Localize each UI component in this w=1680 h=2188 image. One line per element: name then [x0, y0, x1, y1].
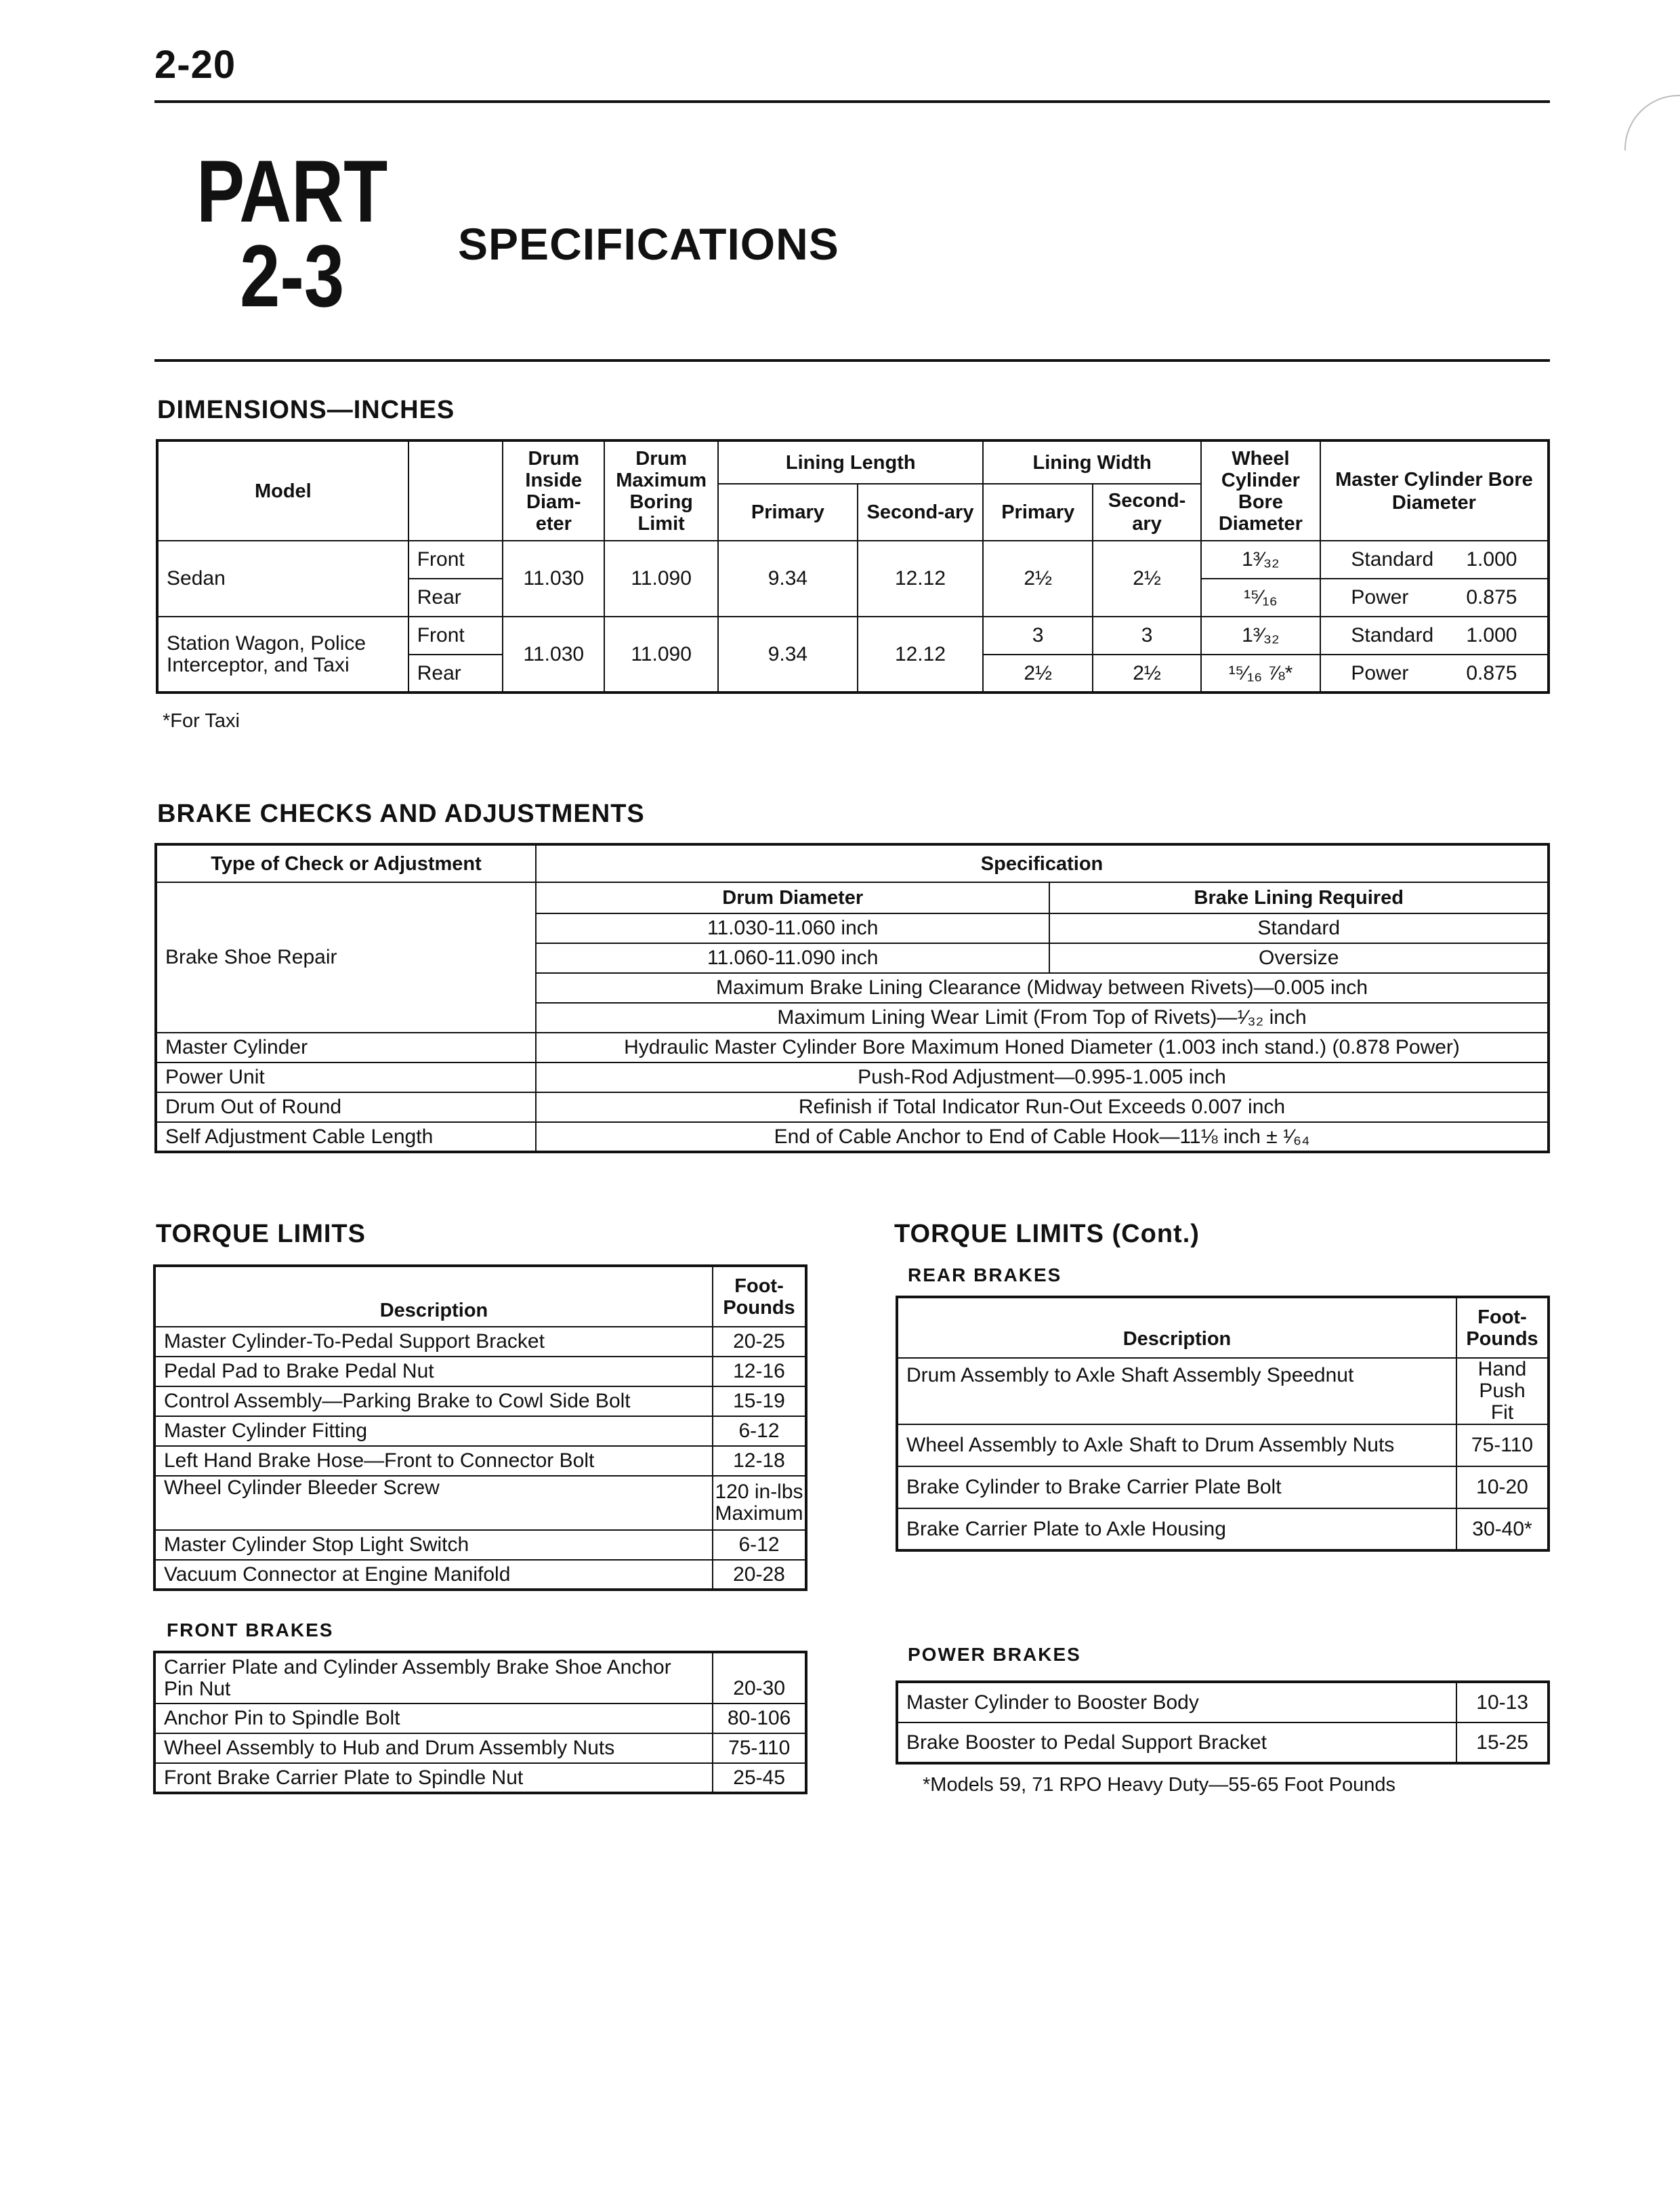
power-brake-item: Brake Booster to Pedal Support Bracket: [897, 1722, 1456, 1763]
header-description: Description: [897, 1297, 1456, 1358]
torque-item: Master Cylinder-To-Pedal Support Bracket: [154, 1327, 713, 1357]
brake-shoe-repair-label: Brake Shoe Repair: [156, 882, 536, 1033]
lw-secondary-rear: 2½: [1093, 655, 1201, 693]
lw-primary-front: 3: [983, 617, 1093, 655]
lw-secondary-front: 3: [1093, 617, 1201, 655]
lw-primary-rear: 2½: [983, 655, 1093, 693]
part-label: [196, 142, 388, 325]
rear-brake-item: Brake Carrier Plate to Axle Housing: [897, 1508, 1456, 1550]
front-brake-value: 80-106: [713, 1704, 806, 1733]
power-brakes-footnote: *Models 59, 71 RPO Heavy Duty—55-65 Foot Pounds: [923, 1774, 1395, 1796]
torque-item: Pedal Pad to Brake Pedal Nut: [154, 1357, 713, 1386]
check-type: Power Unit: [156, 1062, 536, 1092]
ll-primary-value: 9.34: [718, 541, 858, 617]
mc-label: Standard: [1351, 548, 1434, 571]
ll-secondary-value: 12.12: [858, 541, 984, 617]
header-position: [408, 440, 503, 541]
front-brake-item: Anchor Pin to Spindle Bolt: [154, 1704, 713, 1733]
rear-brake-value: 75-110: [1456, 1424, 1549, 1466]
check-type: Self Adjustment Cable Length: [156, 1122, 536, 1152]
header-lining-length: Lining Length: [718, 440, 983, 484]
torque-value: 120 in-lbs Maximum: [713, 1476, 806, 1530]
dimensions-table: [156, 439, 1550, 694]
section-rule: [154, 359, 1550, 362]
page-number: 2-20: [154, 43, 236, 87]
page-title: SPECIFICATIONS: [458, 219, 839, 269]
dimensions-heading: DIMENSIONS—INCHES: [157, 396, 455, 424]
lining-wear-limit: Maximum Lining Wear Limit (From Top of Rivets)—¹⁄₃₂ inch: [536, 1003, 1549, 1033]
torque-heading: TORQUE LIMITS: [156, 1220, 366, 1248]
master-cyl-standard: [1320, 541, 1549, 579]
torque-item: Vacuum Connector at Engine Manifold: [154, 1560, 713, 1590]
check-spec: Push-Rod Adjustment—0.995-1.005 inch: [536, 1062, 1549, 1092]
torque-value: 20-25: [713, 1327, 806, 1357]
lining-oversize: Oversize: [1049, 943, 1549, 973]
header-wheel-cylinder: Wheel Cylinder Bore Diameter: [1201, 440, 1320, 541]
mc-label: Power: [1351, 661, 1409, 684]
drum-inside-value: 11.030: [503, 617, 604, 693]
power-brake-value: 15-25: [1456, 1722, 1549, 1763]
lw-secondary-value: 2½: [1093, 541, 1201, 617]
header-lw-primary: Primary: [983, 484, 1093, 541]
mc-value: 1.000: [1466, 624, 1517, 646]
drum-max-value: 11.090: [604, 617, 718, 693]
position-front: Front: [408, 617, 503, 655]
wheel-cyl-rear: ¹⁵⁄₁₆ ⅞*: [1201, 655, 1320, 693]
top-rule: [154, 100, 1550, 103]
check-spec: End of Cable Anchor to End of Cable Hook—11⅛ inch ± ¹⁄₆₄: [536, 1122, 1549, 1152]
mc-value: 0.875: [1466, 586, 1517, 608]
power-brake-value: 10-13: [1456, 1682, 1549, 1722]
check-spec: Refinish if Total Indicator Run-Out Exceeds 0.007 inch: [536, 1092, 1549, 1122]
front-brake-item: Wheel Assembly to Hub and Drum Assembly Nuts: [154, 1733, 713, 1763]
rear-brake-value: 10-20: [1456, 1466, 1549, 1508]
rear-brakes-heading: REAR BRAKES: [908, 1264, 1062, 1285]
rear-brake-value: Hand Push Fit: [1456, 1358, 1549, 1424]
ll-secondary-value: 12.12: [858, 617, 984, 693]
drum-range-2: 11.060-11.090 inch: [536, 943, 1049, 973]
header-model: Model: [157, 440, 408, 541]
power-brakes-heading: POWER BRAKES: [908, 1644, 1081, 1665]
brake-checks-heading: BRAKE CHECKS AND ADJUSTMENTS: [157, 800, 645, 828]
header-drum-inside: Drum Inside Diam-eter: [503, 440, 604, 541]
drum-max-value: 11.090: [604, 541, 718, 617]
header-description: Description: [154, 1266, 713, 1327]
torque-value: 12-18: [713, 1446, 806, 1476]
torque-value: 20-28: [713, 1560, 806, 1590]
lining-clearance: Maximum Brake Lining Clearance (Midway between Rivets)—0.005 inch: [536, 973, 1549, 1003]
mc-value: 0.875: [1466, 661, 1517, 684]
position-rear: Rear: [408, 579, 503, 617]
part-word: PART: [196, 142, 388, 241]
check-type: Master Cylinder: [156, 1033, 536, 1062]
torque-item: Left Hand Brake Hose—Front to Connector Bolt: [154, 1446, 713, 1476]
front-brake-item: Front Brake Carrier Plate to Spindle Nut: [154, 1763, 713, 1793]
lw-primary-value: 2½: [983, 541, 1093, 617]
torque-item: Master Cylinder Fitting: [154, 1416, 713, 1446]
position-front: Front: [408, 541, 503, 579]
header-lining-width: Lining Width: [983, 440, 1201, 484]
header-ll-secondary: Second-ary: [858, 484, 984, 541]
torque-table: [153, 1264, 807, 1591]
power-brakes-table: [896, 1680, 1550, 1764]
wheel-cyl-front: 1³⁄₃₂: [1201, 617, 1320, 655]
torque-item: Wheel Cylinder Bleeder Screw: [154, 1476, 713, 1530]
torque-item: Control Assembly—Parking Brake to Cowl Side Bolt: [154, 1386, 713, 1416]
wheel-cyl-rear: ¹⁵⁄₁₆: [1201, 579, 1320, 617]
model-sedan: Sedan: [157, 541, 408, 617]
dimensions-footnote: *For Taxi: [163, 710, 240, 732]
drum-range-1: 11.030-11.060 inch: [536, 913, 1049, 943]
header-foot-pounds: Foot-Pounds: [713, 1266, 806, 1327]
check-type: Drum Out of Round: [156, 1092, 536, 1122]
master-cyl-standard: [1320, 617, 1549, 655]
front-brake-value: 25-45: [713, 1763, 806, 1793]
rear-brake-item: Brake Cylinder to Brake Carrier Plate Bolt: [897, 1466, 1456, 1508]
power-brake-item: Master Cylinder to Booster Body: [897, 1682, 1456, 1722]
rear-brake-item: Drum Assembly to Axle Shaft Assembly Speednut: [897, 1358, 1456, 1424]
torque-cont-heading: TORQUE LIMITS (Cont.): [894, 1220, 1200, 1248]
front-brakes-table: [153, 1651, 807, 1794]
ll-primary-value: 9.34: [718, 617, 858, 693]
front-brake-value: 75-110: [713, 1733, 806, 1763]
front-brake-value: 20-30: [713, 1652, 806, 1704]
mc-label: Standard: [1351, 624, 1434, 646]
torque-value: 12-16: [713, 1357, 806, 1386]
header-lw-secondary: Second-ary: [1093, 484, 1201, 541]
drum-inside-value: 11.030: [503, 541, 604, 617]
rear-brake-value: 30-40*: [1456, 1508, 1549, 1550]
mc-label: Power: [1351, 586, 1409, 608]
front-brakes-heading: FRONT BRAKES: [167, 1619, 334, 1640]
master-cyl-power: [1320, 655, 1549, 693]
header-drum-diameter: Drum Diameter: [536, 882, 1049, 913]
check-spec: Hydraulic Master Cylinder Bore Maximum Honed Diameter (1.003 inch stand.) (0.878 Power): [536, 1033, 1549, 1062]
torque-value: 15-19: [713, 1386, 806, 1416]
header-ll-primary: Primary: [718, 484, 858, 541]
header-type: Type of Check or Adjustment: [156, 844, 536, 882]
front-brake-item: Carrier Plate and Cylinder Assembly Brake Shoe Anchor Pin Nut: [154, 1652, 713, 1704]
torque-item: Master Cylinder Stop Light Switch: [154, 1530, 713, 1560]
page-corner-decoration: [1624, 95, 1680, 150]
position-rear: Rear: [408, 655, 503, 693]
model-station-wagon: Station Wagon, Police Interceptor, and Taxi: [157, 617, 408, 693]
rear-brake-item: Wheel Assembly to Axle Shaft to Drum Assembly Nuts: [897, 1424, 1456, 1466]
part-number: 2-3: [240, 226, 345, 325]
brake-checks-table: [154, 843, 1550, 1153]
header-drum-max: Drum Maximum Boring Limit: [604, 440, 718, 541]
header-master-cylinder: Master Cylinder Bore Diameter: [1320, 440, 1549, 541]
wheel-cyl-front: 1³⁄₃₂: [1201, 541, 1320, 579]
mc-value: 1.000: [1466, 548, 1517, 571]
torque-value: 6-12: [713, 1416, 806, 1446]
torque-value: 6-12: [713, 1530, 806, 1560]
master-cyl-power: [1320, 579, 1549, 617]
lining-standard: Standard: [1049, 913, 1549, 943]
header-lining-required: Brake Lining Required: [1049, 882, 1549, 913]
header-specification: Specification: [536, 844, 1549, 882]
header-foot-pounds: Foot-Pounds: [1456, 1297, 1549, 1358]
rear-brakes-table: [896, 1296, 1550, 1552]
